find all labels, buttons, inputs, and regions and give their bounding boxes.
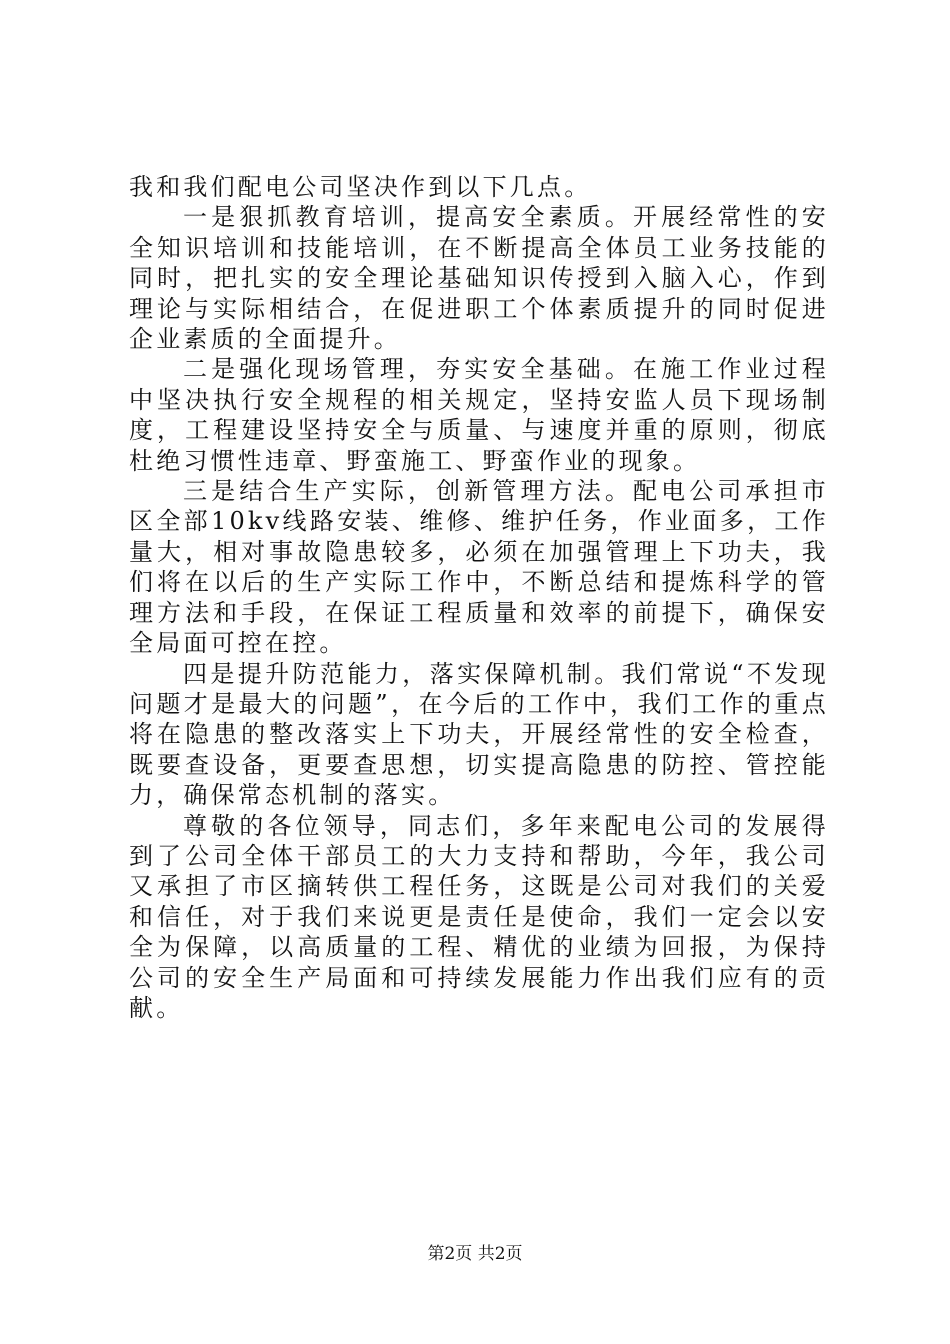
- page-number-footer: 第2页 共2页: [427, 1244, 523, 1264]
- paragraph-education-training: 一是狠抓教育培训，提高安全素质。开展经常性的安全知识培训和技能培训，在不断提高全体员工业务技能的同时，把扎实的安全理论基础知识传授到入脑入心，作到理论与实际相结合，在促进职工个体素质提升的同时促进企业素质的全面提升。: [129, 203, 829, 354]
- body-text: [129, 172, 829, 1023]
- paragraph-prevention-capability: 四是提升防范能力，落实保障机制。我们常说“不发现问题才是最大的问题”，在今后的工作中，我们工作的重点将在隐患的整改落实上下功夫，开展经常性的安全检查，既要查设备，更要查思想，切实提高隐患的防控、管控能力，确保常态机制的落实。: [129, 659, 829, 810]
- paragraph-site-management: 二是强化现场管理，夯实安全基础。在施工作业过程中坚决执行安全规程的相关规定，坚持安监人员下现场制度，工程建设坚持安全与质量、与速度并重的原则，彻底杜绝习惯性违章、野蛮施工、野蛮作业的现象。: [129, 355, 829, 475]
- paragraph-management-methods: 三是结合生产实际，创新管理方法。配电公司承担市区全部10kv线路安装、维修、维护任务，作业面多，工作量大，相对事故隐患较多，必须在加强管理上下功夫，我们将在以后的生产实际工作中，不断总结和提炼科学的管理方法和手段，在保证工程质量和效率的前提下，确保安全局面可控在控。: [129, 477, 829, 658]
- paragraph-closing: 尊敬的各位领导，同志们，多年来配电公司的发展得到了公司全体干部员工的大力支持和帮助，今年，我公司又承担了市区摘转供工程任务，这既是公司对我们的关爱和信任，对于我们来说更是责任是使命，我们一定会以安全为保障，以高质量的工程、精优的业绩为回报，为保持公司的安全生产局面和可持续发展能力作出我们应有的贡献。: [129, 811, 829, 1022]
- paragraph-continuation: 我和我们配电公司坚决作到以下几点。: [129, 173, 592, 201]
